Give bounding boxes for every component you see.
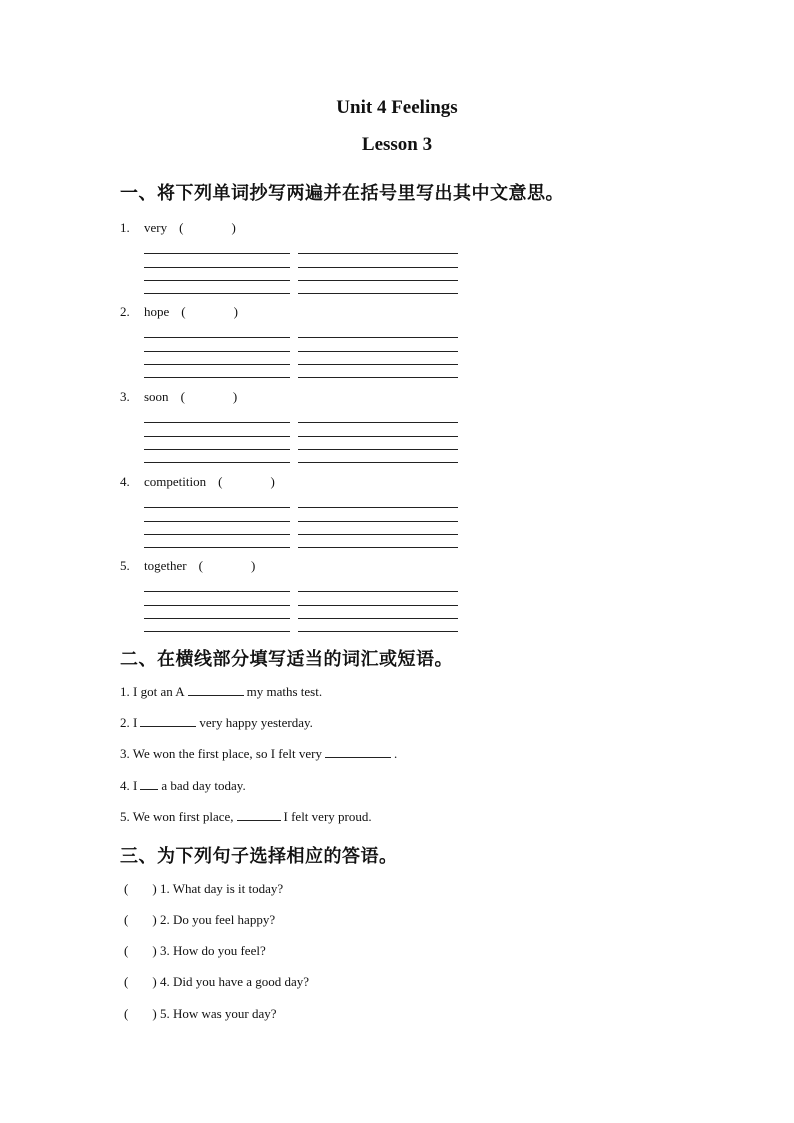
close-bracket: ) [233,304,238,319]
close-bracket: ) [250,558,256,573]
word-text: competition [144,474,207,489]
writing-line[interactable] [144,267,290,268]
writing-line[interactable] [298,507,458,508]
answer-bracket[interactable] [124,973,157,991]
section-1-heading: 一、将下列单词抄写两遍并在括号里写出其中文意思。 [120,183,564,204]
item-number: 3. [120,389,130,404]
word-item [120,557,255,575]
writing-line[interactable] [298,521,458,522]
writing-line[interactable] [144,462,290,463]
open-bracket: ( [198,558,203,573]
question-item [124,973,309,991]
writing-line[interactable] [298,591,458,592]
writing-line[interactable] [144,377,290,378]
writing-line[interactable] [144,521,290,522]
answer-bracket[interactable] [124,911,157,929]
sentence-end: I felt very proud. [283,809,372,824]
writing-line[interactable] [298,253,458,254]
sentence-end: . [393,746,398,761]
fill-sentence [120,714,313,732]
item-number: 4. [120,474,130,489]
word-item [120,219,236,237]
writing-line[interactable] [298,337,458,338]
word-text: soon [144,389,169,404]
question-text: 4. Did you have a good day? [159,974,310,989]
answer-blank[interactable] [237,808,281,821]
close-bracket: ) [152,943,157,958]
sentence-start: 4. I [120,778,138,793]
writing-line[interactable] [144,618,290,619]
item-number: 2. [120,304,130,319]
writing-line[interactable] [298,547,458,548]
answer-blank[interactable] [188,683,244,696]
writing-line[interactable] [298,462,458,463]
word-item [120,388,237,406]
item-number: 1. [120,220,130,235]
open-bracket: ( [124,974,129,989]
meaning-bracket[interactable] [199,557,256,575]
close-bracket: ) [232,389,238,404]
answer-bracket[interactable] [124,880,157,898]
writing-line[interactable] [144,422,290,423]
writing-line[interactable] [144,351,290,352]
writing-line[interactable] [144,591,290,592]
writing-line[interactable] [144,253,290,254]
writing-line[interactable] [144,293,290,294]
close-bracket: ) [152,912,157,927]
writing-line[interactable] [298,631,458,632]
writing-line[interactable] [298,422,458,423]
open-bracket: ( [124,943,129,958]
writing-line[interactable] [298,449,458,450]
writing-line[interactable] [298,534,458,535]
word-text: hope [144,304,170,319]
question-item [124,942,266,960]
writing-line[interactable] [144,534,290,535]
writing-line[interactable] [298,618,458,619]
writing-line[interactable] [298,605,458,606]
answer-blank[interactable] [140,777,158,790]
question-item [124,1005,277,1023]
question-item [124,880,283,898]
writing-line[interactable] [144,436,290,437]
section-3-heading: 三、为下列句子选择相应的答语。 [120,846,398,867]
writing-line[interactable] [144,631,290,632]
lesson-title: Lesson 3 [361,134,433,155]
writing-line[interactable] [144,280,290,281]
writing-line[interactable] [298,377,458,378]
writing-line[interactable] [298,267,458,268]
fill-sentence [120,808,372,826]
writing-line[interactable] [298,364,458,365]
open-bracket: ( [179,220,184,235]
meaning-bracket[interactable] [181,388,238,406]
fill-sentence [120,683,322,701]
meaning-bracket[interactable] [181,303,238,321]
word-text: together [144,558,187,573]
writing-line[interactable] [144,507,290,508]
word-item [120,473,275,491]
answer-blank[interactable] [140,714,196,727]
answer-bracket[interactable] [124,1005,157,1023]
writing-line[interactable] [298,351,458,352]
section-2-heading: 二、在横线部分填写适当的词汇或短语。 [120,649,453,670]
item-number: 5. [120,558,130,573]
writing-line[interactable] [144,449,290,450]
close-bracket: ) [152,1006,157,1021]
meaning-bracket[interactable] [179,219,236,237]
fill-sentence [120,745,397,763]
question-text: 3. How do you feel? [159,943,266,958]
sentence-end: my maths test. [246,684,323,699]
question-item [124,911,275,929]
page-title: Unit 4 Feelings [336,97,458,118]
writing-line[interactable] [298,436,458,437]
meaning-bracket[interactable] [218,473,275,491]
answer-blank[interactable] [325,745,391,758]
open-bracket: ( [180,389,185,404]
writing-line[interactable] [298,280,458,281]
sentence-start: 2. I [120,715,138,730]
question-text: 5. How was your day? [159,1006,277,1021]
writing-line[interactable] [144,605,290,606]
open-bracket: ( [124,1006,129,1021]
writing-line[interactable] [144,547,290,548]
open-bracket: ( [181,304,186,319]
open-bracket: ( [218,474,223,489]
close-bracket: ) [152,974,157,989]
question-text: 1. What day is it today? [159,881,284,896]
writing-line[interactable] [144,337,290,338]
sentence-end: a bad day today. [161,778,246,793]
sentence-start: 5. We won first place, [120,809,234,824]
close-bracket: ) [152,881,157,896]
writing-line[interactable] [298,293,458,294]
fill-sentence [120,777,246,795]
open-bracket: ( [124,881,129,896]
close-bracket: ) [270,474,275,489]
word-text: very [144,220,168,235]
close-bracket: ) [231,220,236,235]
sentence-end: very happy yesterday. [199,715,313,730]
question-text: 2. Do you feel happy? [159,912,276,927]
word-item [120,303,238,321]
open-bracket: ( [124,912,129,927]
sentence-start: 1. I got an A [120,684,185,699]
sentence-start: 3. We won the first place, so I felt very [120,746,322,761]
writing-line[interactable] [144,364,290,365]
answer-bracket[interactable] [124,942,157,960]
